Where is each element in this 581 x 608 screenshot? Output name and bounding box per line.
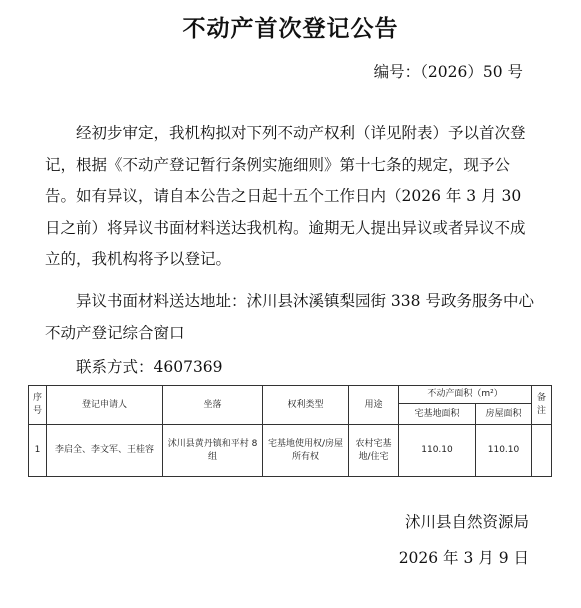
contact-paragraph: 联系方式：4607369 (76, 358, 223, 376)
header-remarks: 备注 (532, 386, 552, 425)
cell-seq: 1 (29, 425, 47, 477)
cell-usage: 农村宅基地/住宅 (349, 425, 399, 477)
cell-area-land: 110.10 (399, 425, 476, 477)
objection-address-paragraph: 异议书面材料送达地址：沭川县沐溪镇梨园街 338 号政务服务中心不动产登记综合窗口 (45, 292, 534, 342)
header-area-land: 宅基地面积 (399, 404, 476, 425)
header-applicant: 登记申请人 (47, 386, 163, 425)
header-usage: 用途 (349, 386, 399, 425)
table-row (29, 425, 552, 477)
header-area-house: 房屋面积 (476, 404, 532, 425)
notice-body-paragraph: 经初步审定，我机构拟对下列不动产权利（详见附表）予以首次登记，根据《不动产登记暂行条例实施细则》第十七条的规定，现予公告。如有异议，请自本公告之日起十五个工作日内（2026 年 3 月 30 日之前）将异议书面材料送达我机构。逾期无人提出异议或者异议不成立的，我机构将予以登记。 (45, 124, 526, 268)
document-number: 编号：（2026）50 号 (373, 63, 523, 81)
issue-date: 2026 年 3 月 9 日 (398, 549, 529, 567)
header-seq: 序号 (29, 386, 47, 425)
cell-area-house: 110.10 (476, 425, 532, 477)
notice-title: 不动产首次登记公告 (182, 16, 399, 42)
cell-applicant: 李启全、李文军、王桂容 (47, 425, 163, 477)
header-area-group: 不动产面积（m²） (399, 386, 532, 404)
cell-right-type: 宅基地使用权/房屋所有权 (263, 425, 349, 477)
header-right-type: 权利类型 (263, 386, 349, 425)
cell-location: 沭川县黄丹镇和平村 8 组 (163, 425, 263, 477)
header-location: 坐落 (163, 386, 263, 425)
issuing-organization: 沭川县自然资源局 (404, 513, 529, 531)
cell-remarks (532, 425, 552, 477)
registration-table (28, 385, 552, 477)
